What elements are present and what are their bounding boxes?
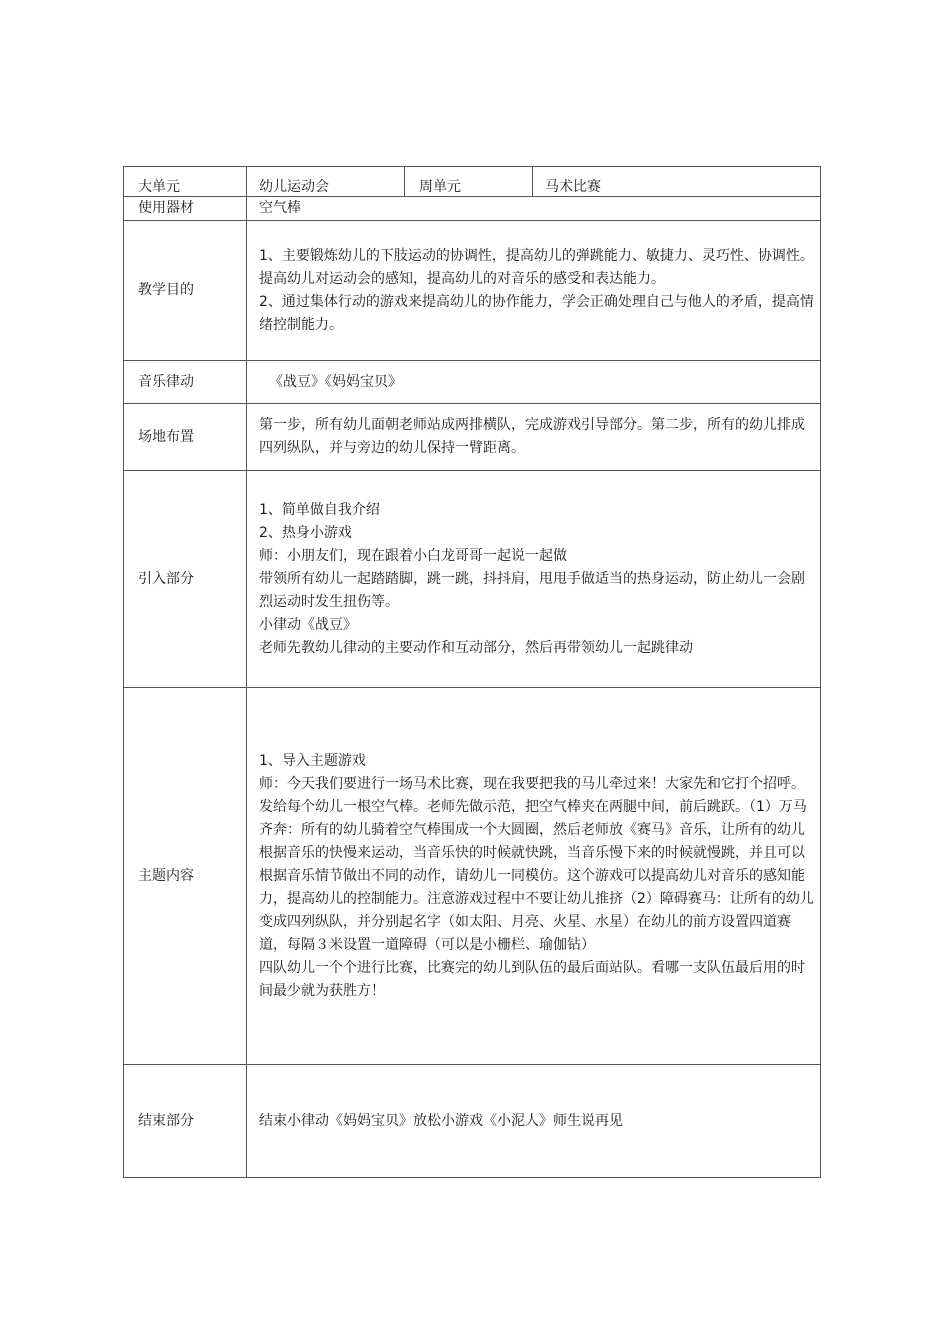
unit-row — [124, 167, 821, 197]
theme-row — [124, 688, 821, 1065]
theme-line: 发给每个幼儿一根空气棒。老师先做示范，把空气棒夹在两腿中间，前后跳跃。（1）万马齐奔：所有的幼儿骑着空气棒围成一个大圆圈，然后老师放《赛马》音乐，让所有的幼儿根据音乐的快慢来运动，当音乐快的时候就快跳，当音乐慢下来的时候就慢跳，并且可以根据音乐情节做出不同的动作，请幼儿一同模仿。这个游戏可以提高幼儿对音乐的感知能力，提高幼儿的控制能力。注意游戏过程中不要让幼儿推挤（2）障碍赛马：让所有的幼儿变成四列纵队，并分别起名字（如太阳、月亮、火星、水星）在幼儿的前方设置四道赛道，每隔３米设置一道障碍（可以是小栅栏、瑜伽钻） — [259, 798, 814, 953]
music-label: 音乐律动 — [124, 361, 247, 404]
theme-line: 四队幼儿一个个进行比赛，比赛完的幼儿到队伍的最后面站队。看哪一支队伍最后用的时间最少就为获胜方！ — [259, 959, 805, 999]
theme-content — [247, 688, 821, 1065]
ending-row — [124, 1065, 821, 1178]
equipment-value: 空气棒 — [247, 197, 821, 221]
equipment-label: 使用器材 — [124, 197, 247, 221]
unit-value: 幼儿运动会 — [247, 167, 405, 197]
intro-line: 师：小朋友们，现在跟着小白龙哥哥一起说一起做 — [259, 547, 567, 564]
goal-content — [247, 221, 821, 361]
lesson-plan-table — [123, 166, 821, 1178]
goal-line: 1、主要锻炼幼儿的下肢运动的协调性，提高幼儿的弹跳能力、敏捷力、灵巧性、协调性。提高幼儿对运动会的感知，提高幼儿的对音乐的感受和表达能力。 — [259, 247, 814, 287]
goal-line: 2、通过集体行动的游戏来提高幼儿的协作能力，学会正确处理自己与他人的矛盾，提高情绪控制能力。 — [259, 293, 814, 333]
theme-line: 1、导入主题游戏 — [259, 752, 366, 769]
theme-line: 师：今天我们要进行一场马术比赛，现在我要把我的马儿牵过来！大家先和它打个招呼。 — [259, 775, 805, 792]
unit-label: 大单元 — [124, 167, 247, 197]
intro-line: 2、热身小游戏 — [259, 524, 352, 541]
music-row — [124, 361, 821, 404]
ending-value: 结束小律动《妈妈宝贝》放松小游戏《小泥人》师生说再见 — [247, 1065, 821, 1178]
week-unit-label: 周单元 — [405, 167, 533, 197]
intro-line: 带领所有幼儿一起踏踏脚，跳一跳，抖抖肩，甩甩手做适当的热身运动，防止幼儿一会剧烈运动时发生扭伤等。 — [259, 570, 805, 610]
week-unit-value: 马术比赛 — [533, 167, 821, 197]
intro-row — [124, 471, 821, 688]
ending-label: 结束部分 — [124, 1065, 247, 1178]
goal-label: 教学目的 — [124, 221, 247, 361]
site-label: 场地布置 — [124, 404, 247, 471]
intro-line: 1、简单做自我介绍 — [259, 501, 380, 518]
intro-label: 引入部分 — [124, 471, 247, 688]
intro-line: 小律动《战豆》 — [259, 616, 357, 633]
site-row — [124, 404, 821, 471]
site-value: 第一步，所有幼儿面朝老师站成两排横队，完成游戏引导部分。第二步，所有的幼儿排成四列纵队，并与旁边的幼儿保持一臂距离。 — [247, 404, 821, 471]
goal-row — [124, 221, 821, 361]
intro-line: 老师先教幼儿律动的主要动作和互动部分，然后再带领幼儿一起跳律动 — [259, 639, 693, 656]
music-value: 《战豆》《妈妈宝贝》 — [269, 373, 402, 390]
theme-label: 主题内容 — [124, 688, 247, 1065]
intro-content — [247, 471, 821, 688]
equipment-row — [124, 197, 821, 221]
music-cell — [247, 361, 821, 404]
